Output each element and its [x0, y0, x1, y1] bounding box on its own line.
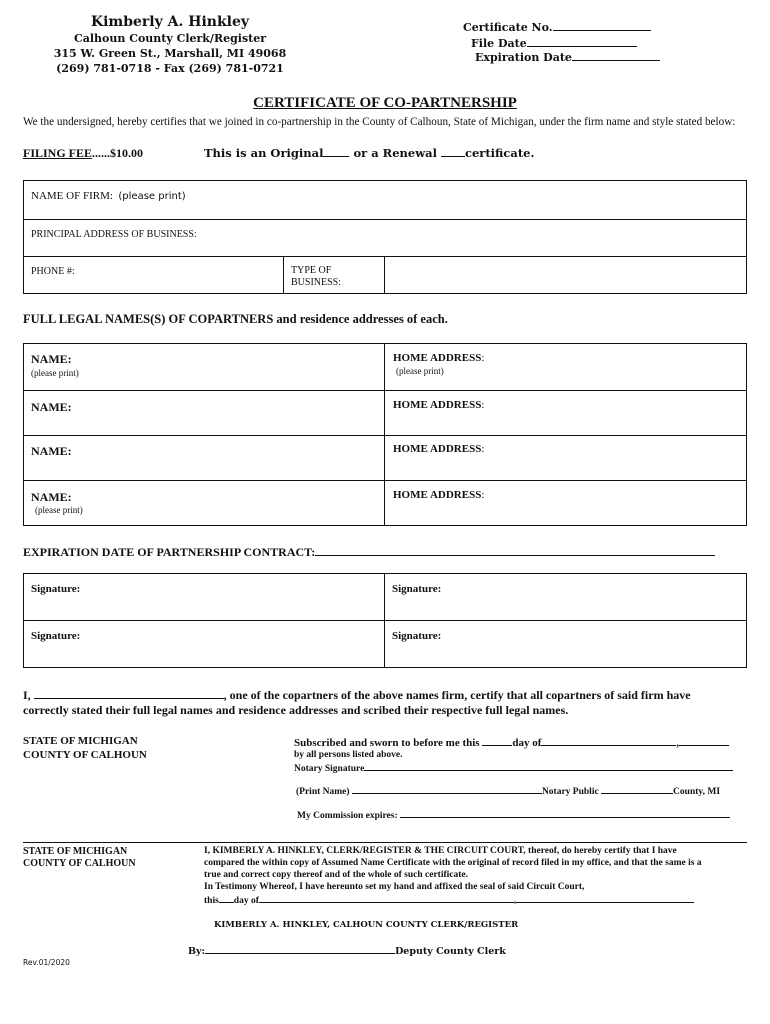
- original-renewal-line: [204, 146, 534, 160]
- clerk-cert-line-4: In Testimony Whereof, I have hereunto set my hand and affixed the seal of said Circuit Court,: [204, 882, 585, 892]
- filing-fee-label: FILING FEE: [23, 146, 93, 160]
- commission-line[interactable]: [297, 809, 730, 821]
- clerk-date-line[interactable]: [204, 894, 694, 906]
- partner-1-name-hint: (please print): [31, 368, 79, 378]
- original-blank[interactable]: [323, 146, 349, 157]
- intro-text: We the undersigned, hereby certifies that we joined in co-partnership in the County of Calhoun, State of Michigan, under the firm name and style stated below:: [23, 116, 736, 128]
- clerk-office: Calhoun County Clerk/Register: [73, 32, 267, 45]
- firm-name-hint: (please print): [118, 191, 186, 202]
- deputy-clerk-line[interactable]: [188, 945, 506, 957]
- certificate-no-field[interactable]: [463, 20, 651, 34]
- certificate-word: certificate.: [464, 146, 535, 160]
- partner-4-name-label[interactable]: NAME:: [31, 490, 72, 504]
- partner-2-home-address[interactable]: [393, 399, 484, 411]
- deputy-label: Deputy County Clerk: [395, 946, 506, 957]
- expiration-date-label: Expiration Date: [475, 51, 572, 64]
- sworn-line[interactable]: [294, 735, 729, 749]
- notary-public-label: Notary Public: [541, 787, 599, 797]
- partner-2-name-label[interactable]: NAME:: [31, 400, 72, 414]
- notary-signature-line[interactable]: [294, 762, 733, 774]
- clerk-name: Kimberly A. Hinkley: [90, 14, 250, 30]
- signature-4-field[interactable]: Signature:: [392, 630, 442, 642]
- phone-label[interactable]: PHONE #:: [31, 266, 75, 277]
- copartners-heading: FULL LEGAL NAMES(S) OF COPARTNERS and residence addresses of each.: [23, 312, 448, 326]
- clerk-county: COUNTY OF CALHOUN: [23, 858, 136, 869]
- certify-rest: , one of the copartners of the above names firm, certify that all copartners of said firm have: [223, 688, 691, 702]
- certify-i: I,: [23, 688, 31, 702]
- signature-3-field[interactable]: Signature:: [31, 630, 81, 642]
- sworn-comma: ,: [676, 737, 680, 749]
- filing-fee-amount: ......$10.00: [92, 146, 144, 160]
- home-label: HOME ADDRESS: [393, 443, 482, 455]
- print-name-label: (Print Name): [296, 787, 350, 797]
- type-label-line2: BUSINESS:: [291, 277, 342, 288]
- renewal-label: or a Renewal: [353, 146, 437, 160]
- page-title: CERTIFICATE OF CO-PARTNERSHIP: [253, 95, 517, 111]
- partner-1-home-hint: (please print): [396, 366, 444, 376]
- partner-1-home-address[interactable]: [393, 352, 484, 364]
- filing-fee: [23, 146, 143, 161]
- copartner-name-blank[interactable]: [34, 688, 224, 699]
- clerk-address: 315 W. Green St., Marshall, MI 49068: [53, 47, 287, 60]
- file-date-label: File Date: [471, 37, 527, 50]
- home-label: HOME ADDRESS: [393, 489, 482, 501]
- revision-note: Rev.01/2020: [23, 958, 70, 967]
- type-of-business-label: [291, 265, 341, 289]
- by-label: By:: [188, 946, 206, 957]
- clerk-state: STATE OF MICHIGAN: [23, 846, 128, 857]
- clerk-this: this: [204, 896, 219, 906]
- commission-label: My Commission expires:: [297, 811, 398, 821]
- section-divider: [23, 842, 747, 843]
- partner-3-name-label[interactable]: NAME:: [31, 444, 72, 458]
- clerk-cert-line-1: I, KIMBERLY A. HINKLEY, CLERK/REGISTER & THE CIRCUIT COURT, thereof, do hereby certify that I have: [204, 846, 677, 856]
- partner-4-name-hint: (please print): [35, 505, 83, 515]
- by-all-persons: by all persons listed above.: [294, 750, 403, 760]
- signature-1-field[interactable]: Signature:: [31, 583, 81, 595]
- expiration-label: EXPIRATION DATE OF PARTNERSHIP CONTRACT:: [23, 545, 316, 559]
- sworn-day-of: day of: [512, 737, 542, 749]
- home-colon: :: [481, 399, 485, 411]
- original-label: This is an Original: [204, 146, 324, 160]
- certify-line-1: [23, 688, 691, 703]
- notary-county: COUNTY OF CALHOUN: [23, 749, 147, 761]
- expiration-date-field[interactable]: [475, 50, 660, 64]
- partner-1-name-label[interactable]: NAME:: [31, 352, 72, 366]
- clerk-cert-line-2: compared the within copy of Assumed Name Certificate with the original of record filed in my office, and that the same is a: [204, 858, 702, 868]
- home-colon: :: [481, 489, 485, 501]
- home-colon: :: [481, 352, 485, 364]
- home-colon: :: [481, 443, 485, 455]
- home-label: HOME ADDRESS: [393, 352, 482, 364]
- clerk-day-of: day of: [233, 896, 259, 906]
- clerk-cert-line-3: true and correct copy thereof and of the whole of such certificate.: [204, 870, 469, 880]
- sworn-label: Subscribed and sworn to before me this: [294, 737, 480, 749]
- principal-address-label[interactable]: PRINCIPAL ADDRESS OF BUSINESS:: [31, 229, 197, 240]
- expiration-date-line[interactable]: [23, 545, 715, 560]
- partner-4-home-address[interactable]: [393, 489, 484, 501]
- clerk-comma: ,: [513, 896, 517, 906]
- clerk-phone-fax: (269) 781-0718 - Fax (269) 781-0721: [56, 62, 284, 75]
- county-mi-label: County, MI: [673, 787, 721, 797]
- notary-state: STATE OF MICHIGAN: [23, 735, 138, 747]
- notary-signature-label: Notary Signature: [294, 764, 365, 774]
- type-label-line1: TYPE OF: [291, 265, 332, 276]
- firm-name-label: NAME OF FIRM:: [31, 190, 113, 202]
- file-date-field[interactable]: [471, 36, 637, 50]
- signature-2-field[interactable]: Signature:: [392, 583, 442, 595]
- clerk-signatory: KIMBERLY A. HINKLEY, CALHOUN COUNTY CLERK/REGISTER: [214, 920, 519, 930]
- certificate-no-label: Certificate No.: [463, 21, 553, 34]
- certify-line-2: correctly stated their full legal names and residence addresses and scribed their respective full legal names.: [23, 703, 569, 717]
- partner-3-home-address[interactable]: [393, 443, 484, 455]
- renewal-blank[interactable]: [441, 146, 465, 157]
- print-name-line[interactable]: [296, 785, 720, 797]
- firm-name-field[interactable]: [31, 190, 186, 202]
- home-label: HOME ADDRESS: [393, 399, 482, 411]
